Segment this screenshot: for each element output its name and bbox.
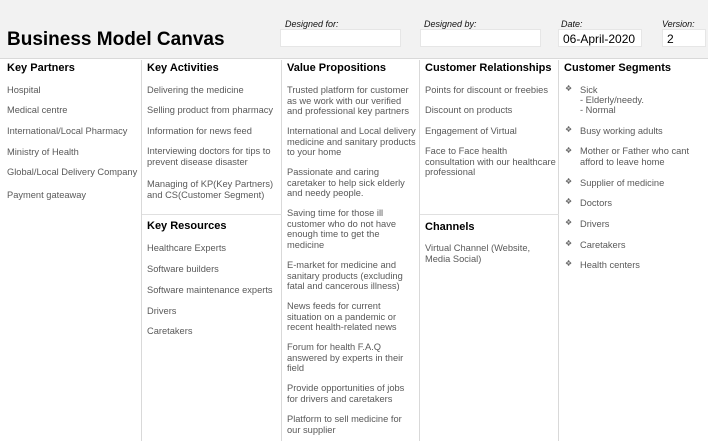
value-proposition-item: International and Local delivery medicine and sanitary products to your home — [287, 126, 416, 157]
key-resource-item: Drivers — [147, 306, 177, 316]
date-label: Date: — [561, 19, 583, 29]
key-partners-column — [0, 60, 142, 441]
customer-segments-title: Customer Segments — [564, 62, 671, 74]
key-partner-item: International/Local Pharmacy — [7, 126, 128, 136]
value-proposition-item: Provide opportunities of jobs for drivers and caretakers — [287, 383, 405, 404]
diamond-bullet-icon: ❖ — [565, 177, 573, 186]
key-activity-item: Delivering the medicine — [147, 85, 244, 95]
key-activities-title: Key Activities — [147, 62, 219, 74]
key-activity-item: Selling product from pharmacy — [147, 105, 274, 115]
designed-by-field[interactable] — [420, 29, 541, 47]
key-partner-item: Payment gateaway — [7, 190, 87, 200]
value-proposition-item: Passionate and caring caretaker to help sick elderly and needy people. — [287, 167, 405, 198]
customer-segment-item: Doctors — [580, 198, 613, 208]
canvas-title: Business Model Canvas — [7, 29, 225, 50]
customer-segment-item: Mother or Father who cant afford to leave home — [580, 146, 690, 167]
key-partner-item: Ministry of Health — [7, 147, 79, 157]
value-proposition-item: Trusted platform for customer as we work with our verified and professional key partners — [287, 85, 409, 116]
customer-segment-item: Busy working adults — [580, 126, 663, 136]
canvas-header — [0, 0, 708, 59]
diamond-bullet-icon: ❖ — [565, 197, 573, 206]
value-propositions-title: Value Propositions — [287, 62, 387, 74]
diamond-bullet-icon: ❖ — [565, 218, 573, 227]
customer-relationship-item: Face to Face health consultation with our healthcare professional — [425, 146, 556, 177]
customer-segment-item: Caretakers — [580, 240, 626, 250]
value-proposition-item: Platform to sell medicine for our supplier — [287, 414, 402, 435]
key-partners-title: Key Partners — [7, 62, 75, 74]
diamond-bullet-icon: ❖ — [565, 125, 573, 134]
customer-segment-item: Sick — [580, 85, 598, 95]
relationships-channels-divider — [420, 214, 559, 215]
value-proposition-item: Forum for health F.A.Q answered by experts in their field — [287, 342, 404, 373]
version-label: Version: — [662, 19, 695, 29]
designed-by-label: Designed by: — [424, 19, 477, 29]
activities-resources-divider — [142, 214, 282, 215]
customer-relationship-item: Engagement of Virtual — [425, 126, 517, 136]
version-field[interactable]: 2 — [662, 29, 706, 47]
date-field[interactable]: 06-April-2020 — [558, 29, 642, 47]
customer-segment-item: Supplier of medicine — [580, 178, 665, 188]
channel-item: Virtual Channel (Website, Media Social) — [425, 243, 531, 264]
designed-for-label: Designed for: — [285, 19, 339, 29]
key-resource-item: Software builders — [147, 264, 219, 274]
key-resources-title: Key Resources — [147, 220, 227, 232]
customer-segment-item: Health centers — [580, 260, 640, 270]
key-activity-item: Managing of KP(Key Partners) and CS(Customer Segment) — [147, 179, 274, 200]
customer-relationship-item: Discount on products — [425, 105, 513, 115]
diamond-bullet-icon: ❖ — [565, 146, 573, 155]
key-resource-item: Caretakers — [147, 326, 193, 336]
key-activity-item: Interviewing doctors for tips to prevent disease disaster — [147, 146, 271, 167]
designed-for-field[interactable] — [280, 29, 401, 47]
value-proposition-item: News feeds for current situation on a pandemic or recent health-related news — [287, 301, 397, 332]
diamond-bullet-icon: ❖ — [565, 239, 573, 248]
diamond-bullet-icon: ❖ — [565, 84, 573, 93]
key-partner-item: Global/Local Delivery Company — [7, 167, 138, 177]
customer-segment-subitem: - Elderly/needy. — [580, 95, 644, 105]
key-activity-item: Information for news feed — [147, 126, 252, 136]
key-partner-item: Medical centre — [7, 105, 68, 115]
key-resource-item: Software maintenance experts — [147, 285, 273, 295]
customer-relationship-item: Points for discount or freebies — [425, 85, 548, 95]
channels-title: Channels — [425, 221, 475, 233]
value-proposition-item: E-market for medicine and sanitary products (excluding fatal and cancerous illness) — [287, 260, 403, 291]
customer-segment-item: Drivers — [580, 219, 610, 229]
customer-relationships-title: Customer Relationships — [425, 62, 552, 74]
customer-segment-subitem: - Normal — [580, 105, 616, 115]
customer-segments-column — [559, 60, 708, 441]
value-proposition-item: Saving time for those ill customer who do not have enough time to get the medicine — [287, 208, 397, 250]
key-partner-item: Hospital — [7, 85, 41, 95]
diamond-bullet-icon: ❖ — [565, 259, 573, 268]
key-resource-item: Healthcare Experts — [147, 243, 227, 253]
